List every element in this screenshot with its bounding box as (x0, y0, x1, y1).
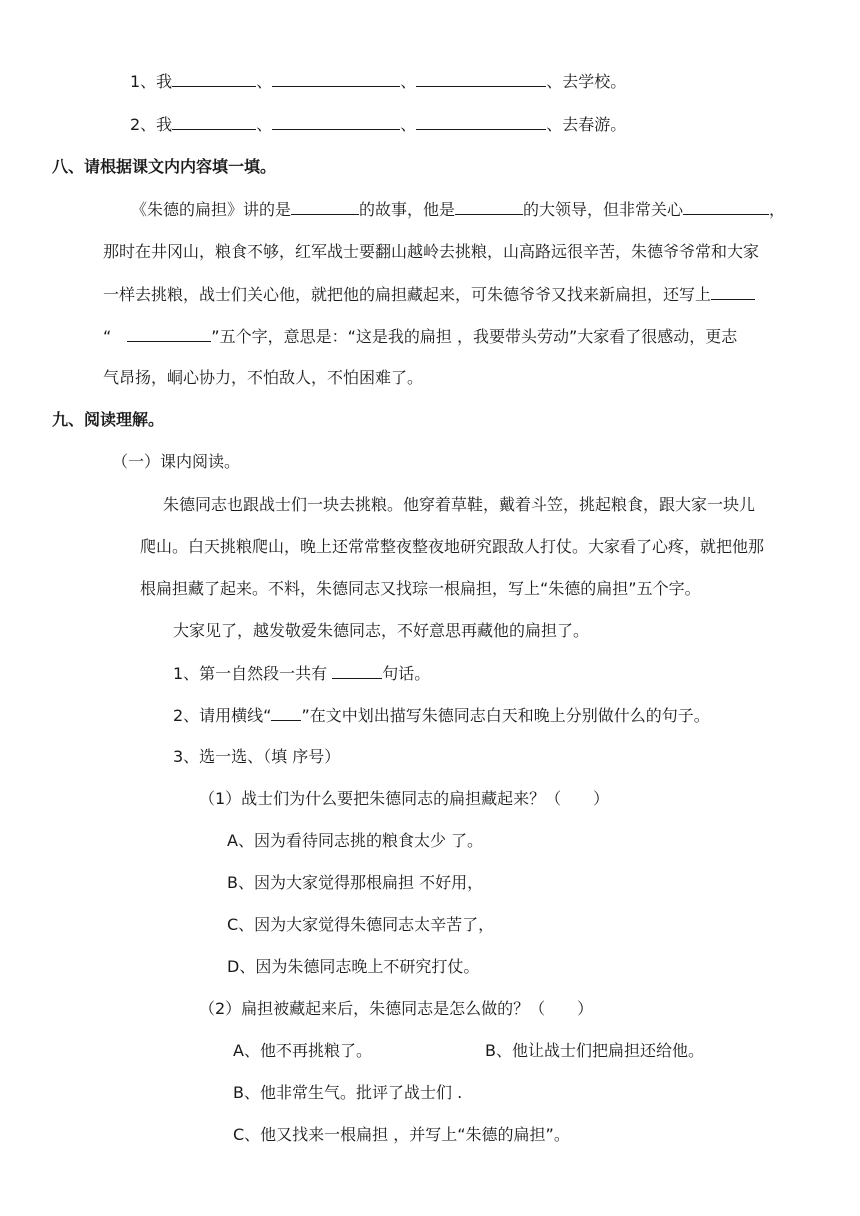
text: 1、第一自然段一共有 (173, 664, 333, 683)
answer-blank[interactable] (416, 70, 546, 87)
question-1 (173, 662, 430, 685)
answer-blank[interactable] (127, 325, 211, 342)
text: 《朱德的扁担》讲的是 (131, 200, 292, 219)
answer-blank[interactable] (291, 198, 359, 215)
text: 的故事，他是 (359, 200, 456, 219)
passage-line-4: 大家见了，越发敬爱朱德同志，不好意思再藏他的扁担了。 (173, 621, 590, 640)
fill-item-number: 2、我 (130, 115, 173, 134)
section-8-line-4 (103, 325, 737, 348)
text: 2、请用横线“ (173, 706, 272, 725)
question-3-1: （1）战士们为什么要把朱德同志的扁担藏起来？（ ） (199, 789, 610, 808)
text: 的大领导，但非常关心 (523, 200, 684, 219)
option-c: C、他又找来一根扁担 ，并写上“朱德的扁担”。 (233, 1125, 570, 1144)
fill-item-ending: 、去学校。 (546, 72, 627, 91)
answer-blank[interactable] (172, 113, 256, 130)
fill-item-1: 1、我 、 、 、去学校。 (130, 72, 627, 91)
question-2 (173, 704, 710, 727)
answer-blank[interactable] (683, 198, 769, 215)
passage-line-3: 根扁担藏了起来。不料，朱德同志又找琮一根扁担，写上“朱德的扁担”五个字。 (140, 579, 701, 598)
answer-blank[interactable] (272, 113, 400, 130)
question-3: 3、选一选、（填 序号） (173, 747, 341, 766)
answer-blank[interactable] (332, 662, 382, 679)
passage-line-2: 爬山。白天挑粮爬山，晚上还常常整夜整夜地研究跟敌人打仗。大家看了心疼，就把他那 (140, 537, 765, 556)
text: 一样去挑粮，战士们关心他，就把他的扁担藏起来，可朱德爷爷又找来新扁担，还写上 (103, 285, 712, 304)
fill-item-ending: 、去春游。 (546, 115, 627, 134)
section-8-heading: 八、请根据课文内内容填一填。 (52, 157, 277, 176)
option-b-alt: B、他非常生气。批评了战士们 . (233, 1083, 463, 1102)
text: ， (769, 200, 786, 219)
section-8-line-3 (103, 283, 755, 306)
answer-blank[interactable] (272, 70, 400, 87)
option-a: A、因为看待同志挑的粮食太少 了。 (227, 831, 484, 850)
fill-item-2: 2、我 、 、 、去春游。 (130, 115, 627, 134)
answer-blank[interactable] (172, 70, 256, 87)
section-9-heading: 九、阅读理解。 (52, 410, 165, 429)
text: ”五个字，意思是：“这是我的扁担 ，我要带头劳动”大家看了很感动，更志 (211, 327, 738, 346)
option-d: D、因为朱德同志晚上不研究打仗。 (227, 957, 480, 976)
option-b: B、他让战士们把扁担还给他。 (485, 1041, 704, 1060)
section-8-line-5: 气昂扬，峒心协力，不怕敌人，不怕困难了。 (103, 368, 424, 387)
fill-item-number: 1、我 (130, 72, 173, 91)
text: 句话。 (382, 664, 431, 683)
question-3-2: （2）扁担被藏起来后，朱德同志是怎么做的？（ ） (199, 999, 594, 1018)
section-9-subheading: （一）课内阅读。 (112, 452, 241, 471)
passage-line-1: 朱德同志也跟战士们一块去挑粮。他穿着草鞋，戴着斗笠，挑起粮食，跟大家一块儿 (163, 495, 756, 514)
section-8-line-1 (131, 198, 785, 221)
section-8-line-2: 那时在井冈山，粮食不够，红军战士要翻山越岭去挑粮，山高路远很辛苦，朱德爷爷常和大家 (103, 242, 760, 261)
answer-blank[interactable] (711, 283, 755, 300)
answer-blank[interactable] (416, 113, 546, 130)
answer-blank[interactable] (455, 198, 523, 215)
option-a: A、他不再挑粮了。 (233, 1041, 372, 1060)
option-b: B、因为大家觉得那根扁担 不好用， (227, 873, 484, 892)
text: ”在文中划出描写朱德同志白天和晚上分别做什么的句子。 (301, 706, 710, 725)
underline-sample (271, 704, 301, 721)
option-c: C、因为大家觉得朱德同志太辛苦了， (227, 915, 495, 934)
text: “ (103, 327, 112, 346)
